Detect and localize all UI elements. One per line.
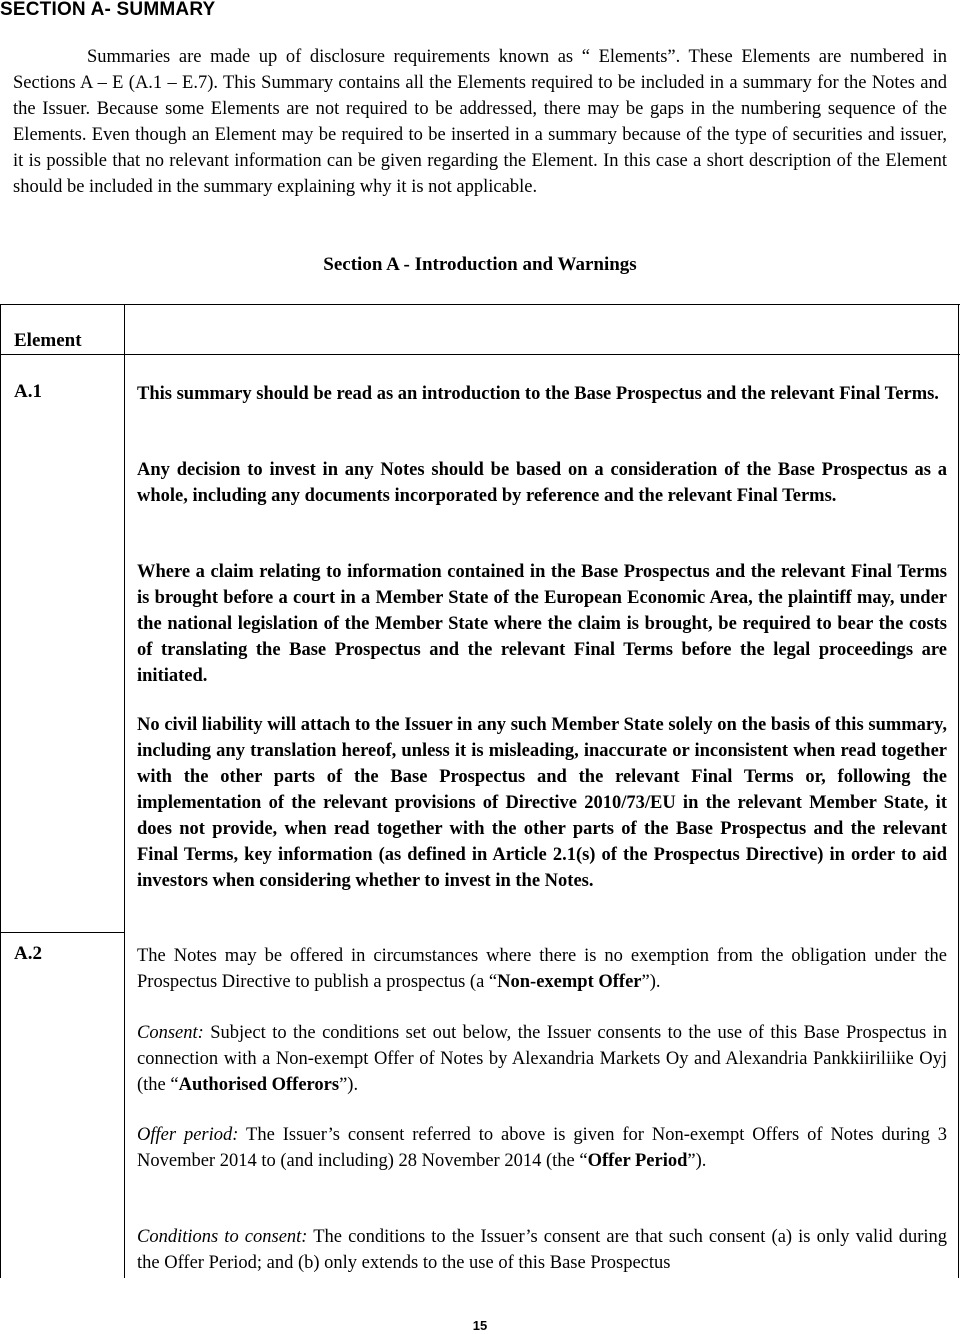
a2-paragraph-3: [137, 1122, 947, 1174]
a2-p1-defined-term: Non-exempt Offer: [497, 972, 642, 992]
a1-paragraph-1: This summary should be read as an introduction to the Base Prospectus and the relevant Final Terms.: [137, 384, 939, 404]
a2-paragraph-2: [137, 1020, 947, 1098]
a2-p2-label: Consent:: [137, 1023, 204, 1043]
a2-p2-text-end: ”).: [339, 1075, 359, 1095]
a1-paragraph-3: Where a claim relating to information contained in the Base Prospectus and the relevant Final Terms is brought before a court in a Member State of the European Economic Area, the plaintiff may, under the national legislation of the Member State where the claim is brought, be required to bear the costs of translating the Base Prospectus and the relevant Final Terms before the legal proceedings are initiated.: [137, 562, 947, 686]
a2-p1-text-end: ”).: [641, 972, 661, 992]
table-top-border: [0, 304, 960, 305]
a2-p4-label: Conditions to consent:: [137, 1227, 308, 1247]
a2-p3-text-end: ”).: [687, 1151, 707, 1171]
a2-p3-label: Offer period:: [137, 1125, 239, 1145]
column-header-element: Element: [14, 330, 82, 351]
element-label-a2: A.2: [14, 943, 42, 964]
table-column-divider: [124, 304, 125, 1278]
element-row-divider: [0, 932, 124, 933]
a2-p3-text: The Issuer’s consent referred to above is given for Non-exempt Offers of Notes during 3 November 2014 to (and including) 28 November 2014 (the “: [137, 1125, 947, 1171]
intro-paragraph: [13, 44, 947, 200]
a2-p3-defined-term: Offer Period: [587, 1151, 688, 1171]
a2-p1-text: The Notes may be offered in circumstances where there is no exemption from the obligation under the Prospectus Directive to publish a prospectus (a “: [137, 946, 947, 992]
a1-paragraph-2: Any decision to invest in any Notes should be based on a consideration of the Base Prospectus as a whole, including any documents incorporated by reference and the relevant Final Terms.: [137, 460, 947, 506]
a2-p4-text: The conditions to the Issuer’s consent are that such consent (a) is only valid during the Offer Period; and (b) only extends to the use of this Base Prospectus: [137, 1227, 947, 1273]
a2-paragraph-1: [137, 943, 947, 995]
a2-paragraph-4: [137, 1224, 947, 1276]
a2-p2-text: Subject to the conditions set out below, the Issuer consents to the use of this Base Prospectus in connection with a Non-exempt Offer of Notes by Alexandria Markets Oy and Alexandria Pankkiiriliike Oyj (the “: [137, 1023, 947, 1095]
a1-paragraph-4: No civil liability will attach to the Issuer in any such Member State solely on the basis of this summary, including any translation hereof, unless it is misleading, inaccurate or inconsistent when read together with the other parts of the Base Prospectus and the relevant Final Terms or, following the implementation of the relevant provisions of Directive 2010/73/EU in the relevant Member State, it does not provide, when read together with the other parts of the Base Prospectus and the relevant Final Terms, key information (as defined in Article 2.1(s) of the Prospectus Directive) in order to aid investors when considering whether to invest in the Notes.: [137, 715, 947, 891]
page-number: 15: [472, 1318, 488, 1333]
element-label-a1: A.1: [14, 381, 42, 402]
table-left-border: [0, 304, 1, 1278]
intro-text: Summaries are made up of disclosure requirements known as “ Elements”. These Elements are numbered in Sections A – E (A.1 – E.7). This Summary contains all the Elements required to be included in a summary for the Notes and the Issuer. Because some Elements are not required to be addressed, there may be gaps in the numbering sequence of the Elements. Even though an Element may be required to be inserted in a summary because of the type of securities and issuer, it is possible that no relevant information can be given regarding the Element. In this case a short description of the Element should be included in the summary explaining why it is not applicable.: [13, 47, 947, 197]
a2-p2-defined-term: Authorised Offerors: [178, 1075, 340, 1095]
section-heading: SECTION A- SUMMARY: [0, 0, 216, 20]
table-right-border: [958, 304, 959, 1278]
table-header-divider: [0, 354, 960, 355]
subsection-title: Section A - Introduction and Warnings: [323, 254, 637, 275]
